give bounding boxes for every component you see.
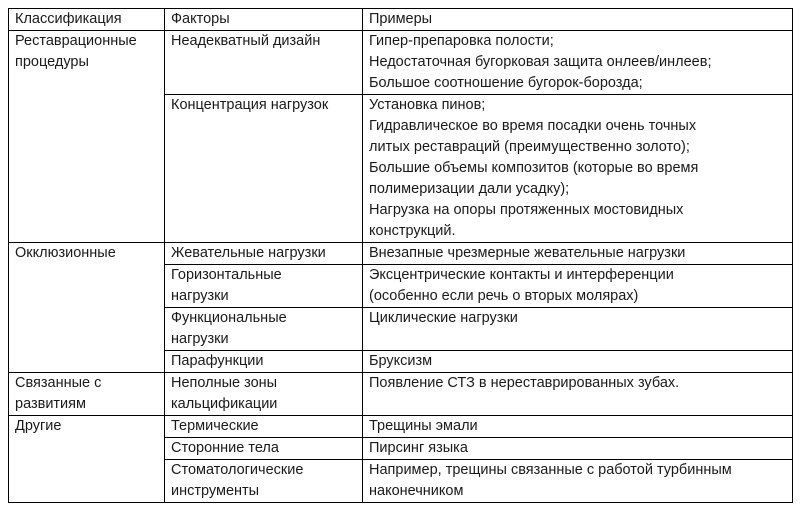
example-text: Гидравлическое во время посадки очень точных (369, 118, 697, 134)
table-row (9, 373, 793, 416)
factor-cell (165, 31, 363, 95)
factor-text: Функциональные (171, 310, 287, 326)
examples-cell (363, 416, 793, 438)
factor-text: Неадекватный дизайн (171, 33, 321, 49)
table-row (9, 416, 793, 438)
example-text: Гипер-препаровка полости; (369, 33, 554, 49)
example-text: Большое соотношение бугорок-борозда; (369, 75, 643, 91)
examples-cell (363, 373, 793, 416)
example-text: Пирсинг языка (369, 440, 468, 456)
example-text: Внезапные чрезмерные жевательные нагрузки (369, 245, 686, 261)
factor-cell (165, 243, 363, 265)
header-examples: Примеры (363, 9, 793, 31)
example-text: конструкций. (369, 223, 456, 239)
classification-table (8, 8, 793, 503)
factor-text: Стоматологические (171, 462, 304, 478)
example-text: наконечником (369, 483, 464, 499)
factor-text: Горизонтальные (171, 267, 282, 283)
example-text: литых реставраций (преимущественно золото); (369, 139, 690, 155)
factor-cell (165, 351, 363, 373)
header-classification: Классификация (9, 9, 165, 31)
classification-text: Реставрационные (15, 33, 137, 49)
factor-text: нагрузки (171, 331, 229, 347)
classification-text: Окклюзионные (15, 245, 116, 261)
table-row (9, 31, 793, 95)
examples-cell (363, 438, 793, 460)
factor-text: кальцификации (171, 396, 278, 412)
example-text: Установка пинов; (369, 97, 486, 113)
factor-cell (165, 438, 363, 460)
examples-cell (363, 265, 793, 308)
examples-cell (363, 351, 793, 373)
example-text: Трещины эмали (369, 418, 478, 434)
table-row (9, 243, 793, 265)
example-text: (особенно если речь о вторых молярах) (369, 288, 639, 304)
factor-cell (165, 373, 363, 416)
example-text: Бруксизм (369, 353, 433, 369)
classification-cell (9, 373, 165, 416)
factor-text: инструменты (171, 483, 260, 499)
factor-text: Парафункции (171, 353, 264, 369)
header-factors: Факторы (165, 9, 363, 31)
factor-cell (165, 416, 363, 438)
example-text: Большие объемы композитов (которые во время (369, 160, 699, 176)
examples-cell (363, 31, 793, 95)
example-text: Например, трещины связанные с работой турбинным (369, 462, 732, 478)
factor-cell (165, 265, 363, 308)
classification-text: Другие (15, 418, 62, 434)
classification-text: развитиям (15, 396, 86, 412)
example-text: Недостаточная бугорковая защита онлеев/инлеев; (369, 54, 712, 70)
classification-cell (9, 416, 165, 503)
example-text: полимеризации дали усадку); (369, 181, 570, 197)
examples-cell (363, 308, 793, 351)
factor-text: Концентрация нагрузок (171, 97, 329, 113)
factor-text: Термические (171, 418, 259, 434)
examples-cell (363, 460, 793, 503)
example-text: Циклические нагрузки (369, 310, 518, 326)
example-text: Эксцентрические контакты и интерференции (369, 267, 674, 283)
classification-cell (9, 31, 165, 243)
examples-cell (363, 243, 793, 265)
classification-text: Связанные с (15, 375, 102, 391)
factor-text: Неполные зоны (171, 375, 278, 391)
table-body (9, 31, 793, 503)
example-text: Нагрузка на опоры протяженных мостовидных (369, 202, 684, 218)
classification-text: процедуры (15, 54, 89, 70)
examples-cell (363, 95, 793, 243)
header-row (9, 9, 793, 31)
factor-cell (165, 95, 363, 243)
classification-cell (9, 243, 165, 373)
factor-cell (165, 308, 363, 351)
factor-cell (165, 460, 363, 503)
factor-text: нагрузки (171, 288, 229, 304)
example-text: Появление СТЗ в нереставрированных зубах. (369, 375, 680, 391)
factor-text: Жевательные нагрузки (171, 245, 326, 261)
factor-text: Сторонние тела (171, 440, 279, 456)
